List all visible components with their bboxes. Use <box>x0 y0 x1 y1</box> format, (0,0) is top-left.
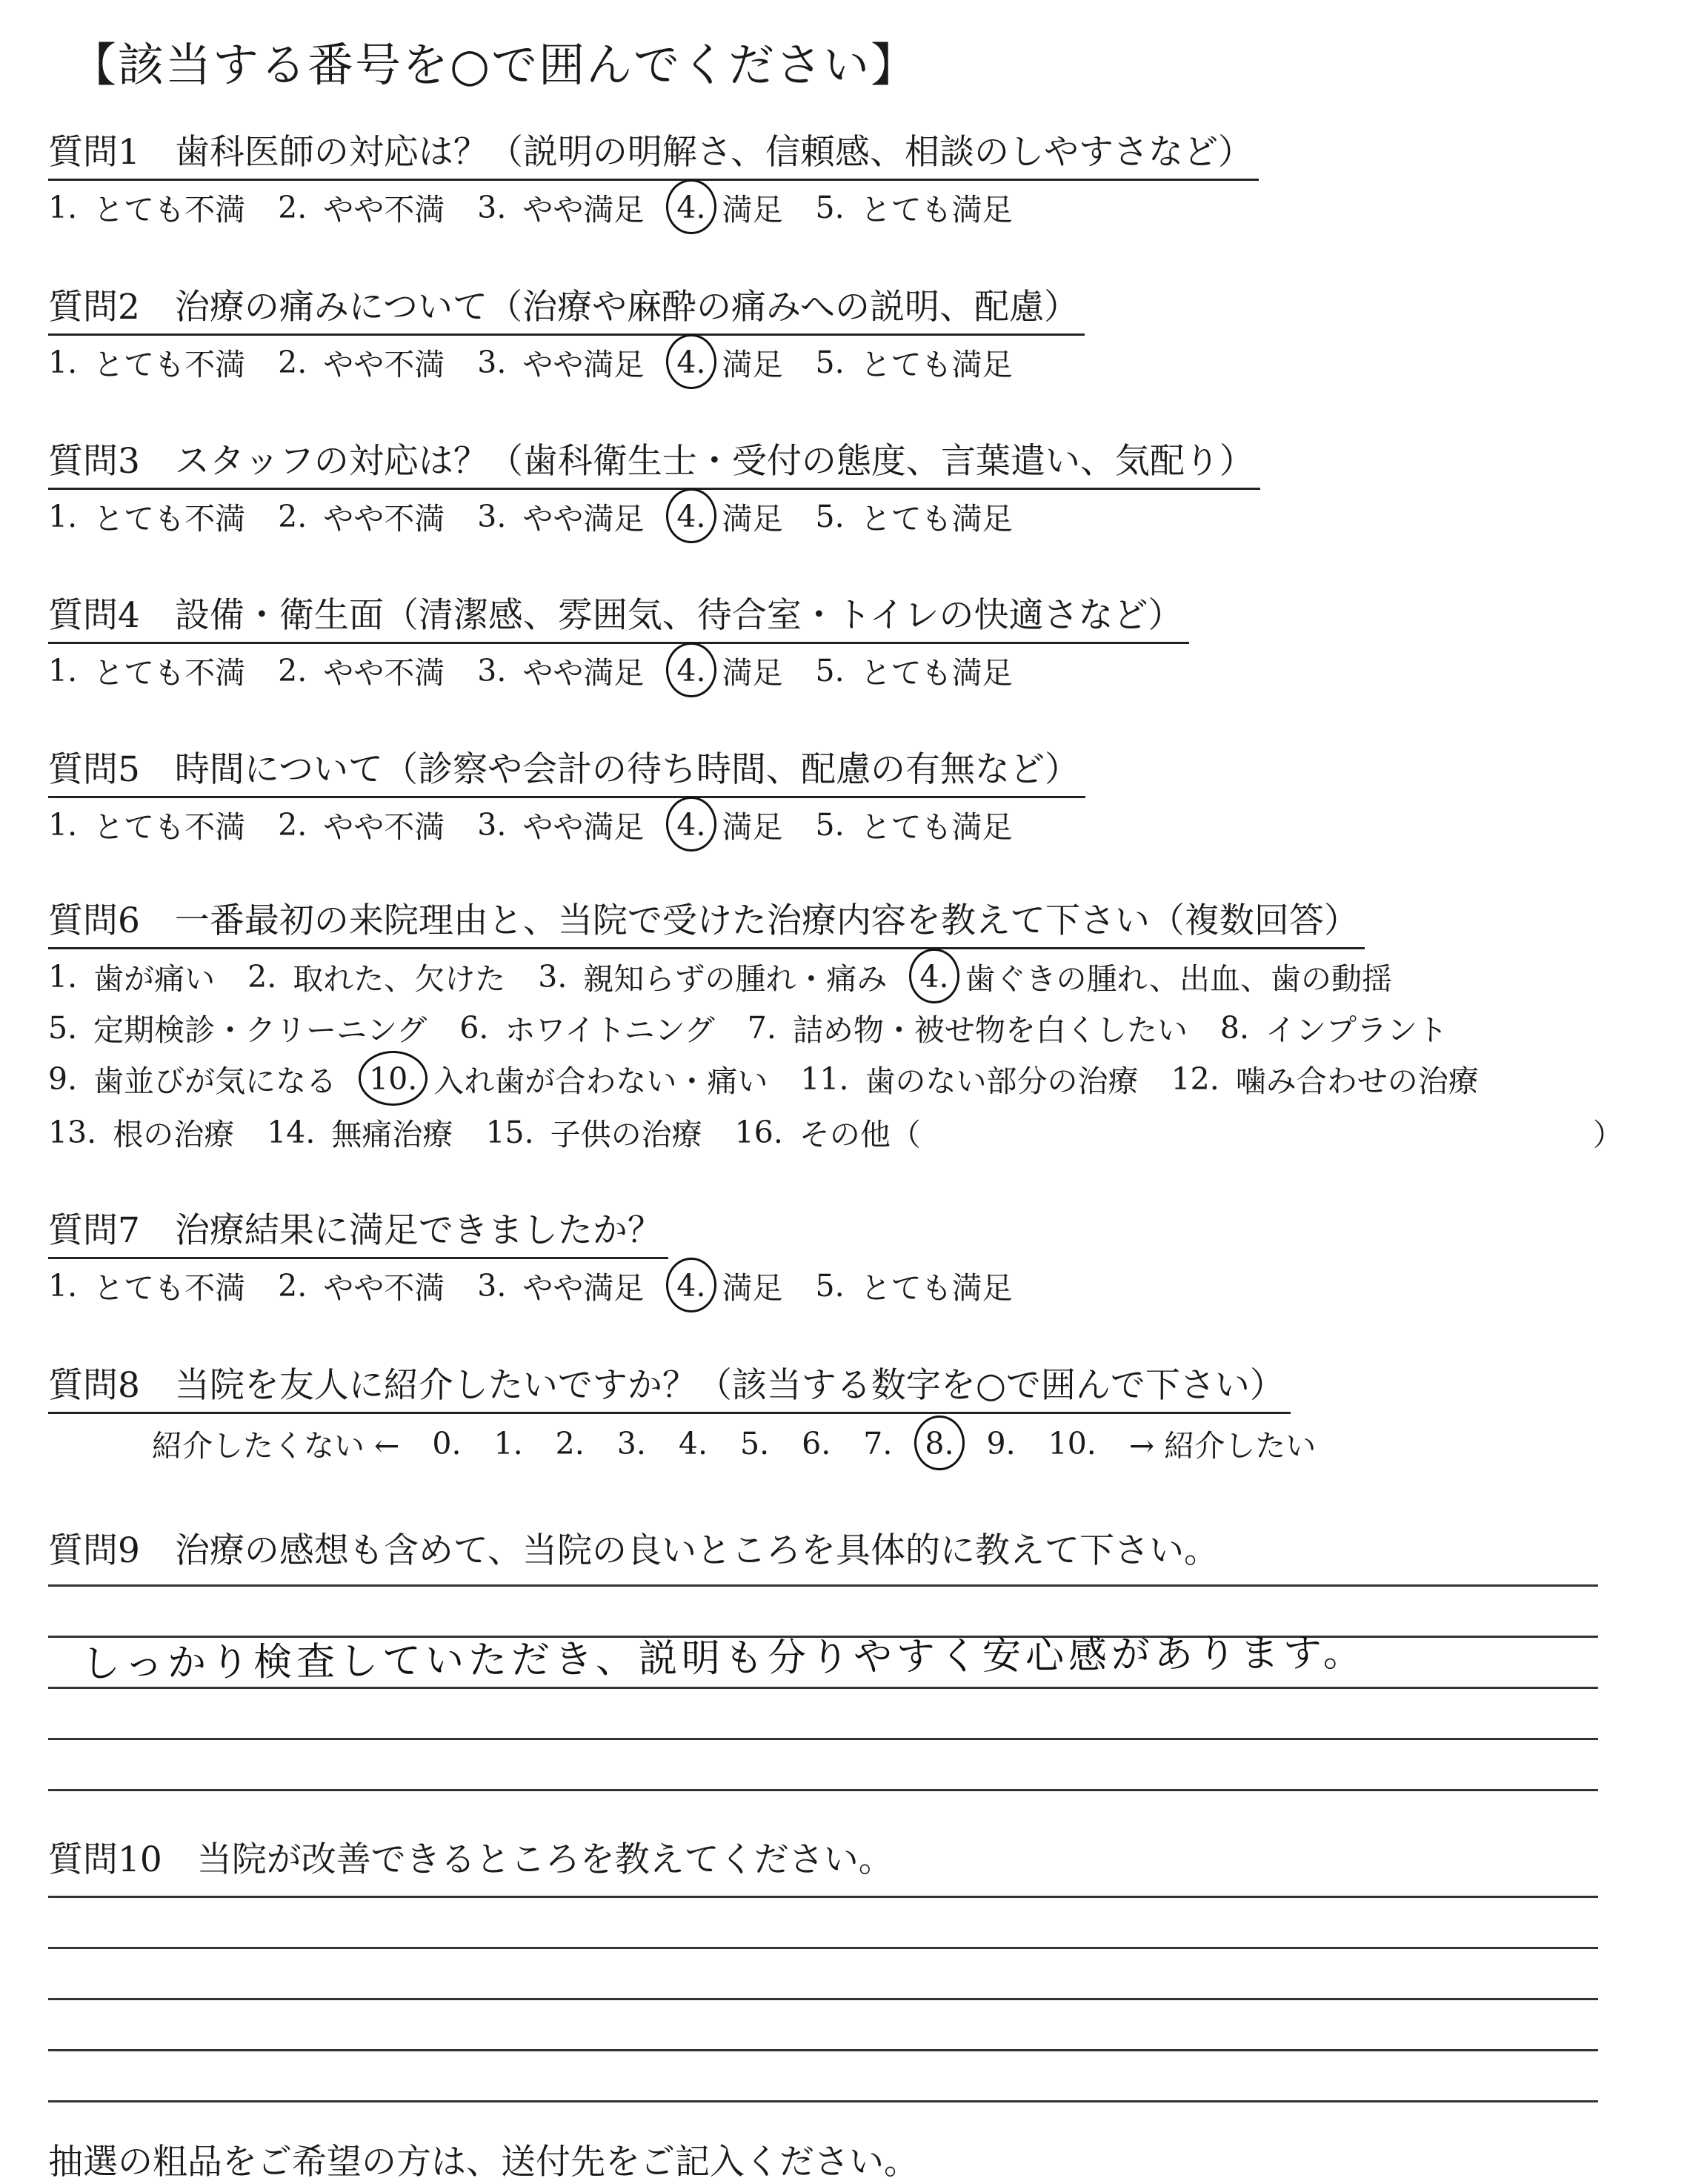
option-label: とても不満 <box>93 809 246 845</box>
option-label: 噛み合わせの治療 <box>1235 1063 1479 1099</box>
option-label: やや満足 <box>522 501 645 537</box>
option-label: 取れた、欠けた <box>293 961 506 997</box>
q6-option[interactable] <box>1171 1057 1479 1101</box>
option-number: 1. <box>48 498 78 534</box>
option-number: 4. <box>676 498 706 534</box>
option-number: 13. <box>48 1114 97 1150</box>
q3-option[interactable] <box>816 494 1013 538</box>
q6-option[interactable] <box>48 1006 427 1049</box>
q8-scale-number[interactable]: 1. <box>493 1425 523 1461</box>
q4-option[interactable] <box>48 648 245 692</box>
q8-left-label: 紹介したくない ← <box>152 1428 400 1464</box>
option-label: やや満足 <box>522 809 645 845</box>
q6-option-row <box>48 1110 954 1154</box>
option-label: とても満足 <box>860 1270 1013 1306</box>
q6-option[interactable] <box>48 955 215 998</box>
option-number: 11. <box>800 1061 849 1097</box>
q10-answer-line <box>48 1947 1598 1949</box>
q2-option[interactable] <box>278 340 445 384</box>
option-number: 5. <box>815 344 845 380</box>
q3-title: 質問3 スタッフの対応は？（歯科衛生士・受付の態度、言葉遣い、気配り） <box>48 434 1260 490</box>
q3-option[interactable] <box>278 494 445 538</box>
option-label: とても不満 <box>93 501 246 537</box>
option-number: 1. <box>48 344 78 380</box>
option-number: 1. <box>48 1267 78 1304</box>
q6-option-row <box>48 1006 1480 1049</box>
q9-answer-line <box>48 1687 1598 1689</box>
option-number: 5. <box>815 498 845 534</box>
q6-option[interactable] <box>919 955 1392 998</box>
q9-handwritten-answer: しっかり検査していただき、説明も分りやすく安心感があります。 <box>81 1630 1367 1687</box>
option-number: 15. <box>485 1114 534 1150</box>
q1-option[interactable] <box>676 185 782 229</box>
option-number: 5. <box>815 1267 845 1304</box>
q4-option[interactable] <box>477 648 644 692</box>
option-number: 2. <box>278 344 307 380</box>
option-label: やや満足 <box>522 192 645 228</box>
option-label: 親知らずの腫れ・痛み <box>583 961 888 997</box>
option-number: 5. <box>815 652 845 688</box>
option-label: 無痛治療 <box>331 1117 453 1152</box>
option-label: 歯並びが気になる <box>93 1063 337 1099</box>
q2-title: 質問2 治療の痛みについて（治療や麻酔の痛みへの説明、配慮） <box>48 279 1085 336</box>
q4-option[interactable] <box>676 648 782 692</box>
option-number: 6. <box>459 1009 489 1046</box>
option-label: 根の治療 <box>113 1117 235 1152</box>
q10-answer-line <box>48 1998 1598 2000</box>
q4-title: 質問4 設備・衛生面（清潔感、雰囲気、待合室・トイレの快適さなど） <box>48 588 1189 644</box>
q8-scale-number[interactable]: 3. <box>616 1425 646 1461</box>
option-label: 満足 <box>722 501 783 537</box>
q2-option[interactable] <box>477 340 644 384</box>
q2-option[interactable] <box>816 340 1013 384</box>
q9-answer-line <box>48 1584 1598 1587</box>
q4-option[interactable] <box>816 648 1013 692</box>
q8-scale-number[interactable]: 7. <box>863 1425 893 1461</box>
option-number: 4. <box>676 806 706 843</box>
q6-option[interactable] <box>735 1110 921 1154</box>
option-number: 2. <box>247 958 277 995</box>
option-number: 8. <box>1219 1009 1249 1046</box>
option-label: その他（ <box>799 1117 921 1152</box>
q1-title: 質問1 歯科医師の対応は？（説明の明解さ、信頼感、相談のしやすさなど） <box>48 125 1259 181</box>
option-number: 4. <box>676 344 706 380</box>
option-label: とても満足 <box>860 347 1013 382</box>
option-number: 12. <box>1171 1061 1219 1097</box>
footer-note: 抽選の粗品をご希望の方は、送付先をご記入ください。 <box>48 2142 919 2183</box>
option-number: 3. <box>477 652 507 688</box>
q6-option[interactable] <box>1220 1006 1448 1049</box>
q10-answer-line <box>48 2100 1598 2102</box>
q6-option-row <box>48 1057 1511 1101</box>
q6-option-row <box>48 955 1425 998</box>
q8-scale-number[interactable]: 4. <box>678 1425 708 1461</box>
q6-option[interactable] <box>48 1110 234 1154</box>
q8-scale-number[interactable]: 2. <box>555 1425 585 1461</box>
q4-option[interactable] <box>278 648 445 692</box>
option-number: 7. <box>747 1009 776 1046</box>
option-number: 4. <box>676 652 706 688</box>
option-label: やや不満 <box>323 655 445 691</box>
option-number: 5. <box>815 806 845 843</box>
option-number: 16. <box>734 1114 783 1150</box>
option-number: 5. <box>815 189 845 225</box>
q7-option[interactable] <box>278 1264 445 1307</box>
option-number: 1. <box>48 806 78 843</box>
q6-option[interactable] <box>48 1057 336 1101</box>
option-label: とても不満 <box>93 1270 246 1306</box>
option-label: やや不満 <box>323 1270 445 1306</box>
option-label: 歯のない部分の治療 <box>865 1063 1139 1099</box>
option-number: 2. <box>278 498 307 534</box>
q5-option[interactable] <box>477 803 644 846</box>
option-number: 2. <box>278 652 307 688</box>
option-label: 満足 <box>722 655 783 691</box>
q9-title: 質問9 治療の感想も含めて、当院の良いところを具体的に教えて下さい。 <box>48 1530 1219 1571</box>
q3-option[interactable] <box>477 494 644 538</box>
q4-options <box>48 648 1045 692</box>
q1-options <box>48 185 1045 229</box>
q5-option[interactable] <box>278 803 445 846</box>
q8-title: 質問8 当院を友人に紹介したいですか？（該当する数字を○で囲んで下さい） <box>48 1358 1291 1414</box>
q7-option[interactable] <box>477 1264 644 1307</box>
q2-option[interactable] <box>48 340 245 384</box>
option-label: 詰め物・被せ物を白くしたい <box>792 1012 1188 1048</box>
option-number: 2. <box>278 806 307 843</box>
option-number: 1. <box>48 652 78 688</box>
option-number: 9. <box>48 1061 78 1097</box>
option-label: ホワイトニング <box>505 1012 715 1048</box>
q6-option[interactable] <box>485 1110 702 1154</box>
option-label: とても満足 <box>860 809 1013 845</box>
q6-option[interactable] <box>748 1006 1188 1049</box>
option-label: 歯が痛い <box>93 961 216 997</box>
option-number: 3. <box>477 1267 507 1304</box>
option-label: 子供の治療 <box>550 1117 702 1152</box>
q7-option[interactable] <box>48 1264 245 1307</box>
q6-title: 質問6 一番最初の来院理由と、当院で受けた治療内容を教えて下さい（複数回答） <box>48 893 1365 949</box>
q1-option[interactable] <box>477 185 644 229</box>
q5-title: 質問5 時間について（診察や会計の待ち時間、配慮の有無など） <box>48 742 1085 798</box>
option-number: 3. <box>477 498 507 534</box>
option-label: やや満足 <box>522 655 645 691</box>
q8-right-label: → 紹介したい <box>1128 1428 1317 1464</box>
option-label: 満足 <box>722 809 783 845</box>
option-label: 満足 <box>722 347 783 382</box>
option-number: 3. <box>477 189 507 225</box>
q5-option[interactable] <box>816 803 1013 846</box>
q6-option[interactable] <box>267 1110 453 1154</box>
q7-title: 質問7 治療結果に満足できましたか？ <box>48 1203 668 1259</box>
q8-scale <box>152 1421 1348 1465</box>
q3-options <box>48 494 1045 538</box>
option-label: とても不満 <box>93 655 246 691</box>
q6-option[interactable] <box>247 955 505 998</box>
option-number: 3. <box>477 344 507 380</box>
option-label: 定期検診・クリーニング <box>93 1012 427 1048</box>
q5-option[interactable] <box>48 803 245 846</box>
option-label: 満足 <box>722 1270 783 1306</box>
option-label: 満足 <box>722 192 783 228</box>
q6-option[interactable] <box>459 1006 714 1049</box>
option-label: やや不満 <box>323 501 445 537</box>
option-label: 歯ぐきの腫れ、出血、歯の動揺 <box>965 961 1392 997</box>
option-label: とても満足 <box>860 192 1013 228</box>
option-number: 3. <box>538 958 568 995</box>
q6-close-paren: ） <box>1593 1117 1623 1152</box>
option-label: インプラント <box>1265 1012 1448 1048</box>
q3-option[interactable] <box>676 494 782 538</box>
q8-scale-number[interactable]: 6. <box>802 1425 831 1461</box>
option-number: 2. <box>278 189 307 225</box>
q5-option[interactable] <box>676 803 782 846</box>
q10-title: 質問10 当院が改善できるところを教えてください。 <box>48 1839 894 1880</box>
q6-option[interactable] <box>369 1057 768 1101</box>
option-number: 3. <box>477 806 507 843</box>
option-label: やや満足 <box>522 347 645 382</box>
q8-scale-number[interactable]: 0. <box>432 1425 462 1461</box>
q9-answer-line <box>48 1789 1598 1791</box>
q8-scale-number[interactable]: 10. <box>1048 1425 1097 1461</box>
q1-option[interactable] <box>278 185 445 229</box>
q6-option[interactable] <box>800 1057 1138 1101</box>
option-label: とても満足 <box>860 501 1013 537</box>
q3-option[interactable] <box>48 494 245 538</box>
option-label: やや不満 <box>323 192 445 228</box>
q7-option[interactable] <box>676 1264 782 1307</box>
option-label: やや不満 <box>323 809 445 845</box>
q2-option[interactable] <box>676 340 782 384</box>
option-number: 1. <box>48 958 78 995</box>
q9-answer-line <box>48 1738 1598 1740</box>
option-label: やや満足 <box>522 1270 645 1306</box>
q8-scale-number[interactable]: 5. <box>740 1425 770 1461</box>
option-number: 4. <box>676 189 706 225</box>
q8-scale-number[interactable]: 9. <box>986 1425 1016 1461</box>
option-number: 2. <box>278 1267 307 1304</box>
option-label: とても満足 <box>860 655 1013 691</box>
q2-options <box>48 340 1045 384</box>
option-number: 4. <box>676 1267 706 1304</box>
option-number: 5. <box>48 1009 78 1046</box>
q6-option[interactable] <box>538 955 887 998</box>
q10-answer-line <box>48 2049 1598 2051</box>
q5-options <box>48 803 1045 846</box>
page-header: 【該当する番号を○で囲んでください】 <box>70 38 919 92</box>
option-label: とても不満 <box>93 192 246 228</box>
option-number: 10. <box>369 1061 418 1097</box>
option-number: 4. <box>919 958 949 995</box>
option-number: 14. <box>267 1114 316 1150</box>
q1-option[interactable] <box>48 185 245 229</box>
option-number: 1. <box>48 189 78 225</box>
option-label: 入れ歯が合わない・痛い <box>433 1063 768 1099</box>
option-label: やや不満 <box>323 347 445 382</box>
option-label: とても不満 <box>93 347 246 382</box>
q7-option[interactable] <box>816 1264 1013 1307</box>
q7-options <box>48 1264 1045 1307</box>
q1-option[interactable] <box>816 185 1013 229</box>
q10-answer-line <box>48 1896 1598 1898</box>
q8-scale-number[interactable]: 8. <box>925 1425 954 1461</box>
